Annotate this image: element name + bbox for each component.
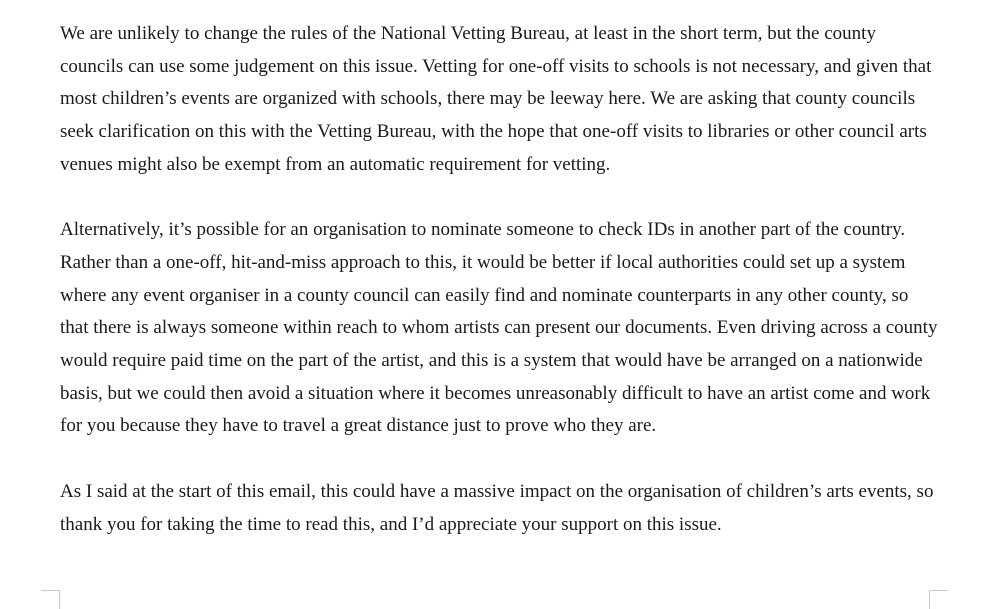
paragraph-closing: As I said at the start of this email, this could have a massive impact on the organisation of children’s arts events, so thank you for taking the time to read this, and I’d appreciate your support on this issue.	[60, 480, 934, 535]
paragraph-vetting-bureau: We are unlikely to change the rules of the National Vetting Bureau, at least in the short term, but the county councils can use some judgement on this issue. Vetting for one-off visits to schools is not necessary, and given that most children’s events are organized with schools, there may be leeway here. We are asking that county councils seek clarification on this with the Vetting Bureau, with the hope that one-off visits to libraries or other council arts venues might also be exempt from an automatic requirement for vetting.	[60, 23, 932, 175]
page-margin-corner-left	[41, 590, 60, 609]
paragraph-nominate-checker: Alternatively, it’s possible for an organisation to nominate someone to check IDs in another part of the country. Rather than a one-off, hit-and-miss approach to this, it would be better if local authorities could set up a system where any event organiser in a county council can easily find and nominate counterparts in any other county, so that there is always someone within reach to whom artists can present our documents. Even driving across a county would require paid time on the part of the artist, and this is a system that would have be arranged on a nationwide basis, but we could then avoid a situation where it becomes unreasonably difficult to have an artist come and work for you because they have to travel a great distance just to prove who they are.	[60, 219, 938, 437]
page-margin-corner-right	[929, 590, 948, 609]
document-body[interactable]	[60, 18, 938, 574]
